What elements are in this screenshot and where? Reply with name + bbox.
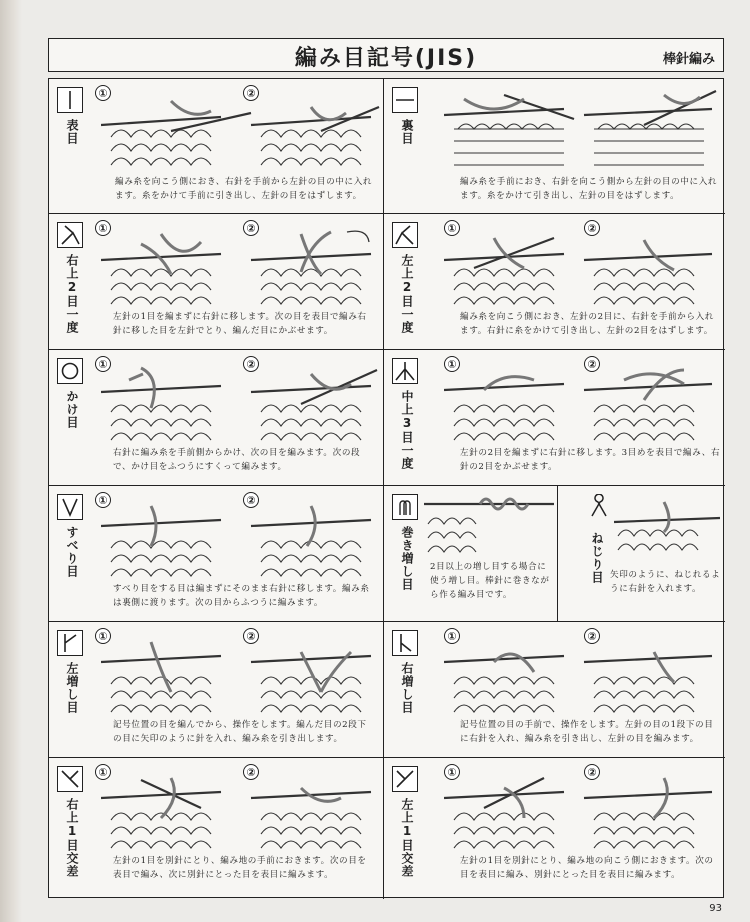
step-number: ②: [584, 628, 600, 644]
step-number: ②: [243, 628, 259, 644]
symbol-name: 右上1目交差: [65, 798, 79, 878]
step-number: ②: [243, 220, 259, 236]
cell-coil: [384, 486, 557, 621]
slip-stitch-symbol-icon: [57, 494, 83, 520]
cell-knit: [49, 79, 383, 213]
symbol-name: 裏目: [400, 119, 414, 145]
cell-slip: [49, 486, 383, 621]
page-number: 93: [709, 903, 722, 914]
symbol-description: 編み糸を向こう側におき、左針の2目に、右針を手前から入れます。右針に糸をかけて引き出し、左針の2目をはずします。: [460, 312, 714, 336]
cell-cross-right: [49, 758, 383, 899]
left-increase-illustration: [101, 632, 381, 718]
symbol-description: 左針の2目を編まずに右針に移します。3目めを表目で編み、右針の2目をかぶせます。: [460, 448, 721, 472]
right-increase-symbol-icon: [392, 630, 418, 656]
cell-cross-left: [384, 758, 725, 899]
page-header: [48, 38, 724, 72]
right-decrease-illustration: [101, 224, 381, 310]
symbol-name: 右上2目一度: [65, 254, 79, 334]
slip-stitch-illustration: [101, 496, 381, 582]
left-cross-symbol-icon: [392, 766, 418, 792]
center-decrease-illustration: [444, 360, 720, 446]
yarnover-symbol-icon: [57, 358, 83, 384]
purl-illustration: [444, 85, 720, 173]
cell-yarnover: [49, 350, 383, 485]
coil-increase-symbol-icon: [392, 494, 418, 520]
step-number: ①: [95, 764, 111, 780]
step-number: ②: [243, 492, 259, 508]
coil-increase-illustration: [424, 490, 556, 558]
symbol-description: 左針の1目を編まずに右針に移します。次の目を表目で編み右針に移した目を左針でとり、編んだ目にかぶせます。: [113, 312, 367, 336]
step-number: ②: [584, 356, 600, 372]
twisted-stitch-illustration: [614, 496, 722, 566]
left-decrease-symbol-icon: [392, 222, 418, 248]
symbol-description: 右針に編み糸を手前側からかけ、次の目を編みます。次の段で、かけ目をふつうにすくって編みます。: [113, 448, 361, 472]
purl-symbol-icon: [392, 87, 418, 113]
cell-inc-left: [49, 622, 383, 757]
page: [48, 38, 724, 898]
symbol-description: 2目以上の増し目する場合に使う増し目。棒針に巻きながら作る編み目です。: [430, 562, 550, 600]
symbol-name: すべり目: [65, 526, 79, 578]
left-increase-symbol-icon: [57, 630, 83, 656]
left-cross-illustration: [444, 768, 720, 854]
step-number: ①: [444, 356, 460, 372]
cell-twist: [558, 486, 725, 621]
symbol-name: 左増し目: [65, 662, 79, 714]
symbol-description: 左針の1目を別針にとり、編み地の向こう側におきます。次の目を表目に編み、別針にとった目を表目に編みます。: [460, 856, 714, 880]
step-number: ①: [444, 764, 460, 780]
symbol-name: 右増し目: [400, 662, 414, 714]
symbol-description: 編み糸を向こう側におき、右針を手前から左針の目の中に入れます。糸をかけて手前に引き出し、左針の目をはずします。: [115, 177, 373, 201]
symbol-name: ねじり目: [590, 532, 604, 584]
step-number: ①: [95, 356, 111, 372]
book-spine-shadow: [0, 0, 22, 922]
symbol-name: 左上1目交差: [400, 798, 414, 878]
knit-illustration: [101, 87, 381, 173]
symbol-name: 表目: [65, 119, 79, 145]
yarnover-illustration: [101, 360, 381, 446]
symbol-name: かけ目: [65, 390, 79, 429]
step-number: ①: [95, 628, 111, 644]
page-subtitle: 棒針編み: [662, 52, 715, 67]
symbol-description: 編み糸を手前におき、右針を向こう側から左針の目の中に入れます。糸をかけて引き出し、左針の目をはずします。: [460, 177, 718, 201]
step-number: ②: [243, 85, 259, 101]
step-number: ②: [243, 764, 259, 780]
right-decrease-symbol-icon: [57, 222, 83, 248]
symbol-name: 左上2目一度: [400, 254, 414, 334]
center-decrease-symbol-icon: [392, 358, 418, 384]
step-number: ①: [444, 220, 460, 236]
right-increase-illustration: [444, 632, 720, 718]
knit-symbol-icon: [57, 87, 83, 113]
symbol-description: 矢印のように、ねじれるように右針を入れます。: [610, 570, 721, 594]
step-number: ①: [95, 492, 111, 508]
cell-k2tog-left: [384, 214, 725, 349]
symbol-name: 巻き増し目: [400, 526, 414, 591]
step-number: ②: [584, 220, 600, 236]
right-cross-illustration: [101, 768, 381, 854]
symbol-description: 左針の1目を別針にとり、編み地の手前におきます。次の目を表目で編み、次に別針にとった目を表目に編みます。: [113, 856, 367, 880]
step-number: ①: [444, 628, 460, 644]
right-cross-symbol-icon: [57, 766, 83, 792]
cell-purl: [384, 79, 725, 213]
step-number: ①: [95, 220, 111, 236]
cell-cdd: [384, 350, 725, 485]
cell-k2tog-right: [49, 214, 383, 349]
step-number: ②: [243, 356, 259, 372]
symbol-description: すべり目をする目は編まずにそのまま右針に移します。編み糸は裏側に渡ります。次の目からふつうに編みます。: [113, 584, 370, 608]
step-number: ②: [584, 764, 600, 780]
symbol-name: 中上3目一度: [400, 390, 414, 470]
symbol-description: 記号位置の目を編んでから、操作をします。編んだ目の2段下の目に矢印のように針を入れ、編み糸を引き出します。: [113, 720, 367, 744]
stitch-symbol-grid: [48, 78, 724, 898]
symbol-description: 記号位置の目の手前で、操作をします。左針の目の1段下の目に右針を入れ、編み糸を引き出し、左針の目を編みます。: [460, 720, 714, 744]
twisted-stitch-symbol-icon: [588, 494, 610, 518]
page-title: 編み目記号(JIS): [294, 46, 478, 71]
step-number: ①: [95, 85, 111, 101]
left-decrease-illustration: [444, 224, 720, 310]
cell-inc-right: [384, 622, 725, 757]
